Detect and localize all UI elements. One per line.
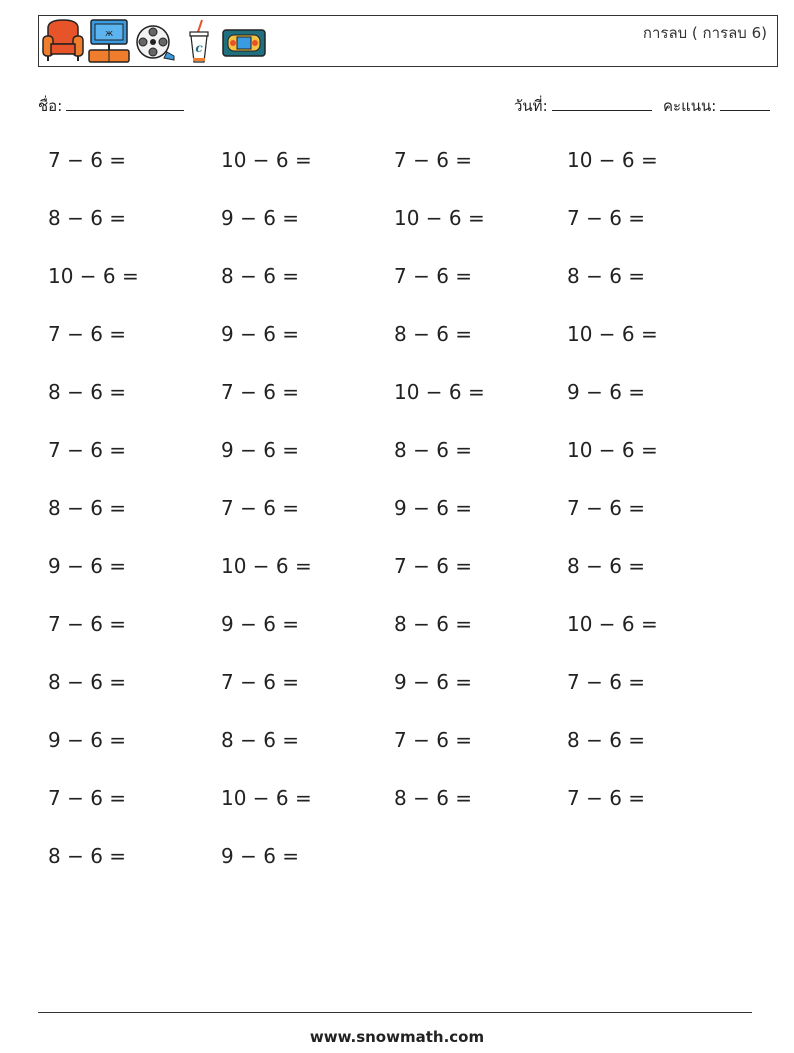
videotape-icon (222, 18, 266, 64)
tv-icon (88, 18, 130, 64)
problem-item: 7 − 6 = (221, 670, 300, 694)
problem-item: 10 − 6 = (48, 264, 139, 288)
problem-item: 8 − 6 = (48, 670, 127, 694)
problem-item: 8 − 6 = (221, 264, 300, 288)
svg-text:c: c (195, 41, 203, 55)
problem-item: 7 − 6 = (567, 496, 646, 520)
problem-item: 9 − 6 = (221, 206, 300, 230)
problem-item: 8 − 6 = (394, 438, 473, 462)
problem-item: 10 − 6 = (394, 206, 485, 230)
problem-item: 10 − 6 = (567, 322, 658, 346)
problem-item: 9 − 6 = (48, 728, 127, 752)
problem-item: 7 − 6 = (567, 786, 646, 810)
name-label: ชื่อ: (38, 97, 63, 115)
problem-item: 9 − 6 = (394, 670, 473, 694)
problem-item: 10 − 6 = (221, 786, 312, 810)
problem-item: 10 − 6 = (221, 148, 312, 172)
problem-item: 7 − 6 = (394, 264, 473, 288)
problem-item: 8 − 6 = (567, 554, 646, 578)
problem-item: 9 − 6 = (221, 438, 300, 462)
name-blank[interactable] (66, 98, 184, 111)
score-field[interactable] (663, 94, 770, 118)
problem-item: 8 − 6 = (48, 380, 127, 404)
problem-item: 7 − 6 = (567, 206, 646, 230)
problem-item: 7 − 6 = (394, 148, 473, 172)
worksheet-header (38, 15, 778, 67)
problem-item: 9 − 6 = (221, 322, 300, 346)
problem-item: 7 − 6 = (394, 728, 473, 752)
problem-item: 7 − 6 = (221, 496, 300, 520)
problem-item: 7 − 6 = (567, 670, 646, 694)
problem-item: 10 − 6 = (567, 438, 658, 462)
problem-item: 8 − 6 = (48, 206, 127, 230)
problem-item: 8 − 6 = (221, 728, 300, 752)
score-label: คะแนน: (663, 97, 717, 115)
problem-item: 9 − 6 = (221, 844, 300, 868)
problem-item: 10 − 6 = (567, 612, 658, 636)
problem-item: 8 − 6 = (567, 728, 646, 752)
soda-cup-icon (182, 18, 216, 64)
date-field[interactable] (514, 94, 652, 118)
worksheet-title: การลบ ( การลบ 6) (642, 24, 767, 42)
score-blank[interactable] (720, 98, 770, 111)
date-blank[interactable] (552, 98, 652, 111)
problem-item: 7 − 6 = (48, 786, 127, 810)
film-reel-icon (134, 18, 176, 64)
problem-item: 8 − 6 = (394, 612, 473, 636)
problem-item: 7 − 6 = (48, 148, 127, 172)
problem-item: 7 − 6 = (221, 380, 300, 404)
footer-url: www.snowmath.com (309, 1028, 485, 1046)
armchair-icon (42, 18, 84, 64)
problem-item: 10 − 6 = (394, 380, 485, 404)
problem-item: 10 − 6 = (567, 148, 658, 172)
problem-item: 8 − 6 = (48, 496, 127, 520)
problem-item: 8 − 6 = (394, 786, 473, 810)
problem-item: 7 − 6 = (48, 612, 127, 636)
problem-item: 9 − 6 = (394, 496, 473, 520)
svg-text:ж: ж (104, 29, 114, 39)
problem-item: 10 − 6 = (221, 554, 312, 578)
date-label: วันที่: (514, 97, 548, 115)
problem-item: 7 − 6 = (48, 438, 127, 462)
problem-item: 8 − 6 = (48, 844, 127, 868)
problem-item: 7 − 6 = (48, 322, 127, 346)
problem-item: 9 − 6 = (221, 612, 300, 636)
problem-item: 9 − 6 = (48, 554, 127, 578)
footer-divider (38, 1012, 752, 1013)
problem-item: 8 − 6 = (567, 264, 646, 288)
problem-item: 7 − 6 = (394, 554, 473, 578)
problem-item: 8 − 6 = (394, 322, 473, 346)
problem-item: 9 − 6 = (567, 380, 646, 404)
name-field[interactable] (38, 94, 184, 118)
